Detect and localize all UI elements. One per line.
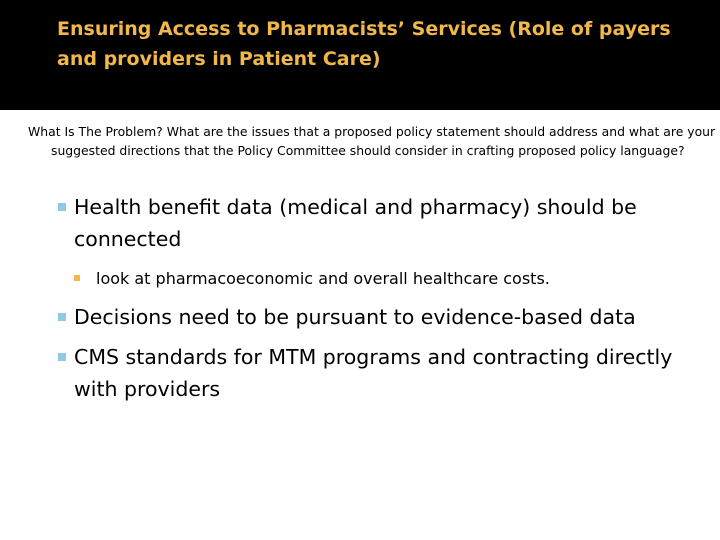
square-sub-bullet-icon [74,275,80,281]
square-bullet-icon [58,353,66,361]
square-bullet-icon [58,313,66,321]
slide-title: Ensuring Access to Pharmacists’ Services (Role of payers and providers in Patient Care) [57,18,671,70]
square-bullet-icon [58,203,66,211]
bullet-text: Health benefit data (medical and pharmacy) should be connected [74,195,637,251]
bullet-item [58,301,708,333]
sub-bullet-item [74,265,708,293]
sub-bullet-text: look at pharmacoeconomic and overall healthcare costs. [96,269,550,288]
bullet-item [58,341,708,405]
bullet-text: Decisions need to be pursuant to evidence-based data [74,305,636,329]
sub-bullet-list [74,265,708,293]
bullet-text: CMS standards for MTM programs and contracting directly with providers [74,345,673,401]
bullet-list [58,191,708,405]
bullet-item [58,191,708,293]
problem-statement: What Is The Problem? What are the issues that a proposed policy statement should address and what are your suggested directions that the Policy Committee should consider in crafting proposed policy language? [28,124,716,158]
